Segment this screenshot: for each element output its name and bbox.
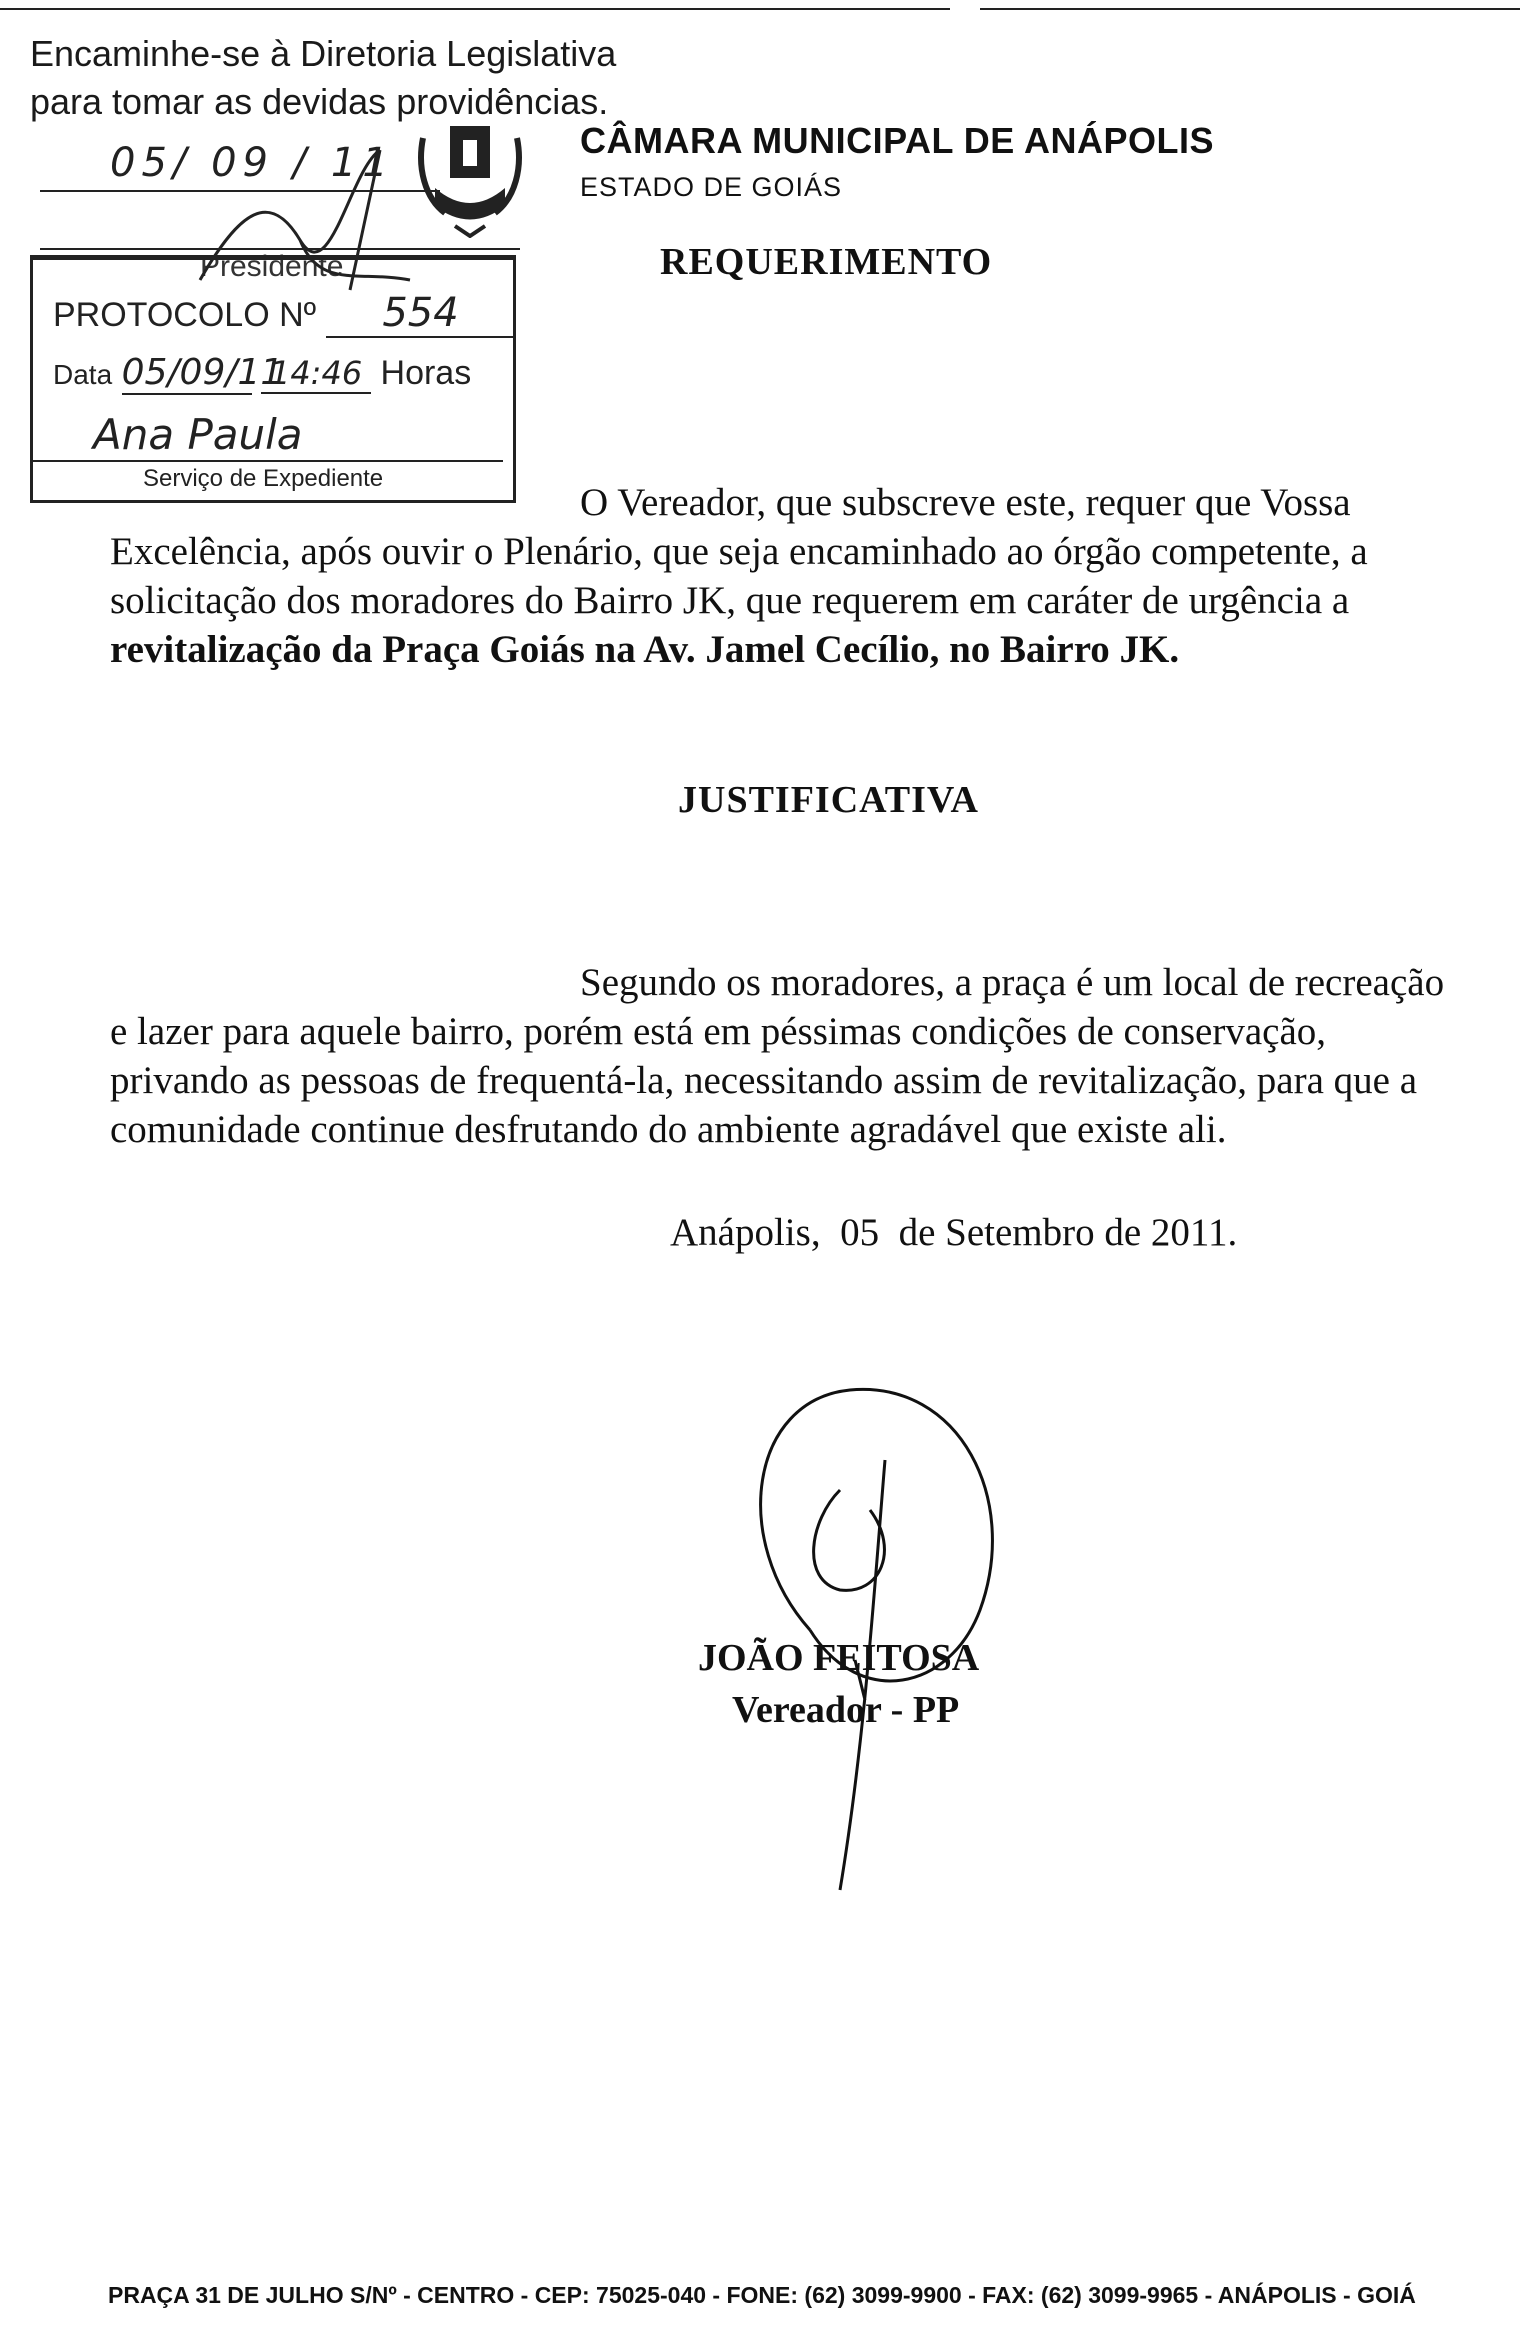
- request-paragraph: [110, 478, 1450, 674]
- routing-stamp: [30, 30, 617, 126]
- protocol-hours-label: Horas: [380, 354, 472, 392]
- routing-stamp-line1: Encaminhe-se à Diretoria Legislativa: [30, 33, 617, 74]
- protocol-service-label: Serviço de Expediente: [143, 465, 384, 492]
- routing-stamp-signature-label: Presidente: [200, 250, 344, 283]
- protocol-signer-signature: Ana Paula: [93, 410, 303, 459]
- coat-of-arms-icon: [415, 118, 525, 238]
- state-name: ESTADO DE GOIÁS: [580, 172, 843, 202]
- scan-edge-line-right: [980, 8, 1520, 10]
- place-date: Anápolis, 05 de Setembro de 2011.: [670, 1211, 1238, 1254]
- signatory-role: Vereador - PP: [732, 1689, 960, 1731]
- request-text: O Vereador, que subscreve este, requer que Vossa Excelência, após ouvir o Plenário, que seja encaminhado ao órgão competente, a solicitação dos moradores do Bairro JK, que requerem em caráter de urgência a: [110, 481, 1368, 622]
- protocol-time-value: 14:46: [261, 354, 371, 394]
- footer-address: PRAÇA 31 DE JULHO S/Nº - CENTRO - CEP: 75025-040 - FONE: (62) 3099-9900 - FAX: (62) 3099-9965 - ANÁPOLIS - GOIÁ: [108, 2282, 1416, 2308]
- routing-stamp-date: 05/ 09 / 11: [110, 140, 394, 186]
- request-bold-text: revitalização da Praça Goiás na Av. Jamel Cecílio, no Bairro JK.: [110, 628, 1180, 671]
- protocol-signature-line: [33, 460, 503, 462]
- scan-edge-line-left: [0, 8, 950, 10]
- institution-name: CÂMARA MUNICIPAL DE ANÁPOLIS: [580, 120, 1214, 161]
- protocol-label: PROTOCOLO Nº: [53, 296, 317, 334]
- protocol-stamp-box: [30, 255, 516, 503]
- protocol-number: 554: [326, 290, 516, 338]
- document-title: REQUERIMENTO: [660, 241, 993, 283]
- justification-title: JUSTIFICATIVA: [678, 779, 979, 821]
- justification-text: Segundo os moradores, a praça é um local de recreação e lazer para aquele bairro, porém está em péssimas condições de conservação, privando as pessoas de frequentá-la, necessitando assim de revitalização, para que a comunidade continue desfrutando do ambiente agradável que existe ali.: [110, 961, 1445, 1151]
- signatory-name: JOÃO FEITOSA: [698, 1637, 980, 1679]
- justification-paragraph: [110, 958, 1450, 1154]
- protocol-date-value: 05/09/11: [121, 352, 284, 393]
- protocol-date-label: Data: [53, 359, 113, 390]
- routing-stamp-line2: para tomar as devidas providências.: [30, 81, 609, 122]
